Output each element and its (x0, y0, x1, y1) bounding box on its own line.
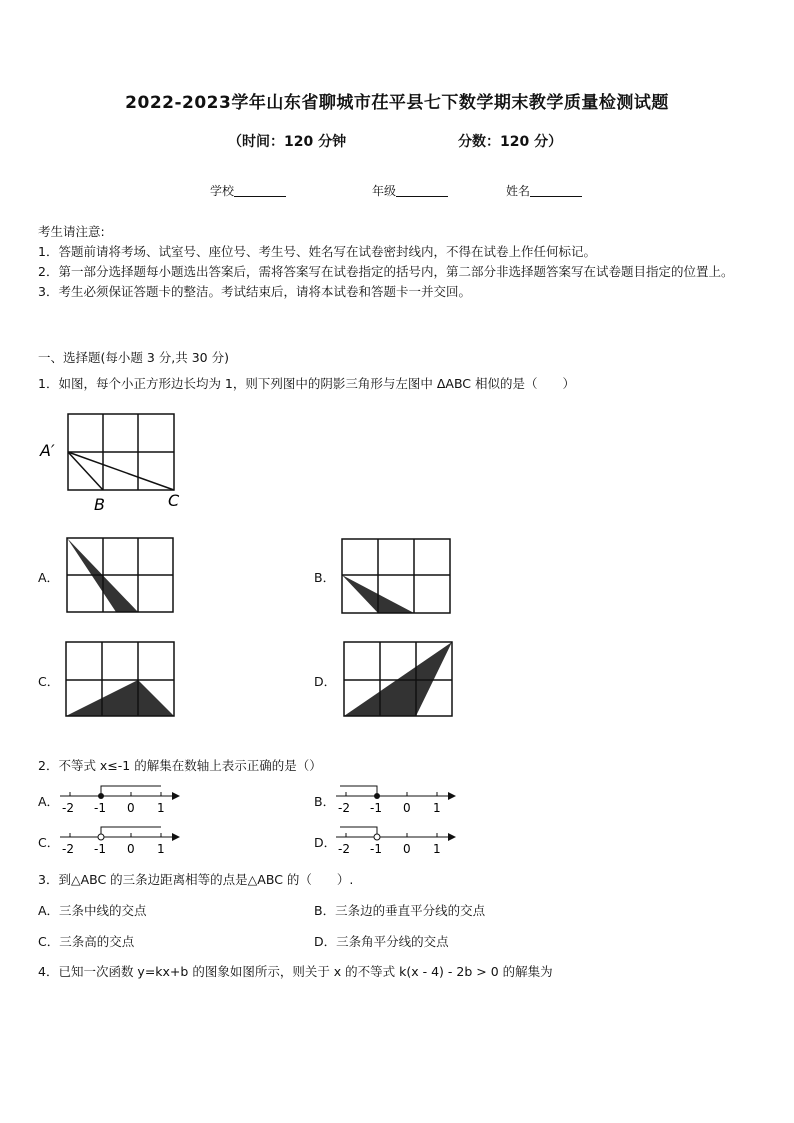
q2-option-a-label: A． (38, 794, 60, 809)
q3-option-c: C．三条高的交点 (38, 934, 135, 949)
notice-item-2: 2．第一部分选择题每小题选出答案后，需将答案写在试卷指定的括号内，第二部分非选择题答案写在试卷题目指定的位置上。 (38, 264, 734, 279)
tick-label: 1 (157, 801, 165, 815)
school-label: 学校 (210, 184, 235, 198)
q1-option-a-label: A． (38, 570, 60, 585)
q1-option-b-figure (340, 537, 452, 617)
q1-option-d-figure (342, 640, 456, 720)
question-2: 2．不等式 x≤-1 的解集在数轴上表示正确的是（） (38, 758, 322, 773)
tick-label: -1 (370, 842, 382, 856)
q1-option-b-label: B． (314, 570, 336, 585)
tick-label: -2 (338, 842, 350, 856)
section-heading: 一、选择题(每小题 3 分,共 30 分) (38, 350, 229, 365)
q2-option-c-numberline (58, 823, 182, 857)
grade-blank (396, 184, 448, 197)
tick-label: -1 (94, 842, 106, 856)
q3-option-a: A．三条中线的交点 (38, 903, 147, 918)
question-1: 1．如图，每个小正方形边长均为 1，则下列图中的阴影三角形与左图中 ΔABC 相似的是（ ） (38, 376, 576, 391)
notice-block (38, 222, 758, 302)
page-title: 2022-2023学年山东省聊城市茌平县七下数学期末教学质量检测试题 (125, 93, 669, 113)
notice-item-3: 3．考生必须保证答题卡的整洁。考试结束后，请将本试卷和答题卡一并交回。 (38, 284, 471, 299)
q2-option-b-label: B． (314, 794, 336, 809)
name-field (506, 182, 582, 199)
grade-label: 年级 (372, 184, 397, 198)
q2-option-a-numberline (58, 782, 182, 816)
question-4: 4．已知一次函数 y=kx+b 的图象如图所示，则关于 x 的不等式 k(x - 4) - 2b > 0 的解集为 (38, 964, 553, 979)
grade-field (372, 182, 448, 199)
tick-label: 1 (433, 801, 441, 815)
tick-label: 0 (403, 842, 411, 856)
tick-label: 1 (157, 842, 165, 856)
tick-label: -2 (62, 801, 74, 815)
notice-heading: 考生请注意: (38, 224, 105, 239)
name-label: 姓名 (506, 184, 531, 198)
question-3: 3．到△ABC 的三条边距离相等的点是△ABC 的（ ）. (38, 872, 354, 887)
tick-label: -1 (370, 801, 382, 815)
name-blank (530, 184, 582, 197)
school-blank (234, 184, 286, 197)
tick-label: 0 (403, 801, 411, 815)
notice-item-1: 1．答题前请将考场、试室号、座位号、考生号、姓名写在试卷密封线内，不得在试卷上作任何标记。 (38, 244, 596, 259)
exam-time: （时间：120 分钟 (228, 134, 347, 150)
q1-option-c-label: C． (38, 674, 60, 689)
q3-option-b: B．三条边的垂直平分线的交点 (314, 903, 486, 918)
label-c: C (168, 491, 180, 510)
q3-option-d: D．三条角平分线的交点 (314, 934, 449, 949)
tick-label: 0 (127, 801, 135, 815)
tick-label: -2 (62, 842, 74, 856)
exam-score: 分数：120 分） (458, 134, 563, 150)
q2-option-d-numberline (334, 823, 458, 857)
tick-label: -1 (94, 801, 106, 815)
label-a: A′ (40, 441, 55, 460)
tick-label: 1 (433, 842, 441, 856)
tick-label: 0 (127, 842, 135, 856)
label-b: B (94, 495, 105, 514)
q2-option-b-numberline (334, 782, 458, 816)
q1-reference-figure (38, 408, 188, 514)
tick-label: -2 (338, 801, 350, 815)
q2-option-c-label: C． (38, 835, 60, 850)
q1-option-a-figure (66, 536, 176, 616)
q1-option-d-label: D． (314, 674, 337, 689)
q2-option-d-label: D． (314, 835, 337, 850)
school-field (210, 182, 286, 199)
q1-option-c-figure (64, 640, 176, 720)
